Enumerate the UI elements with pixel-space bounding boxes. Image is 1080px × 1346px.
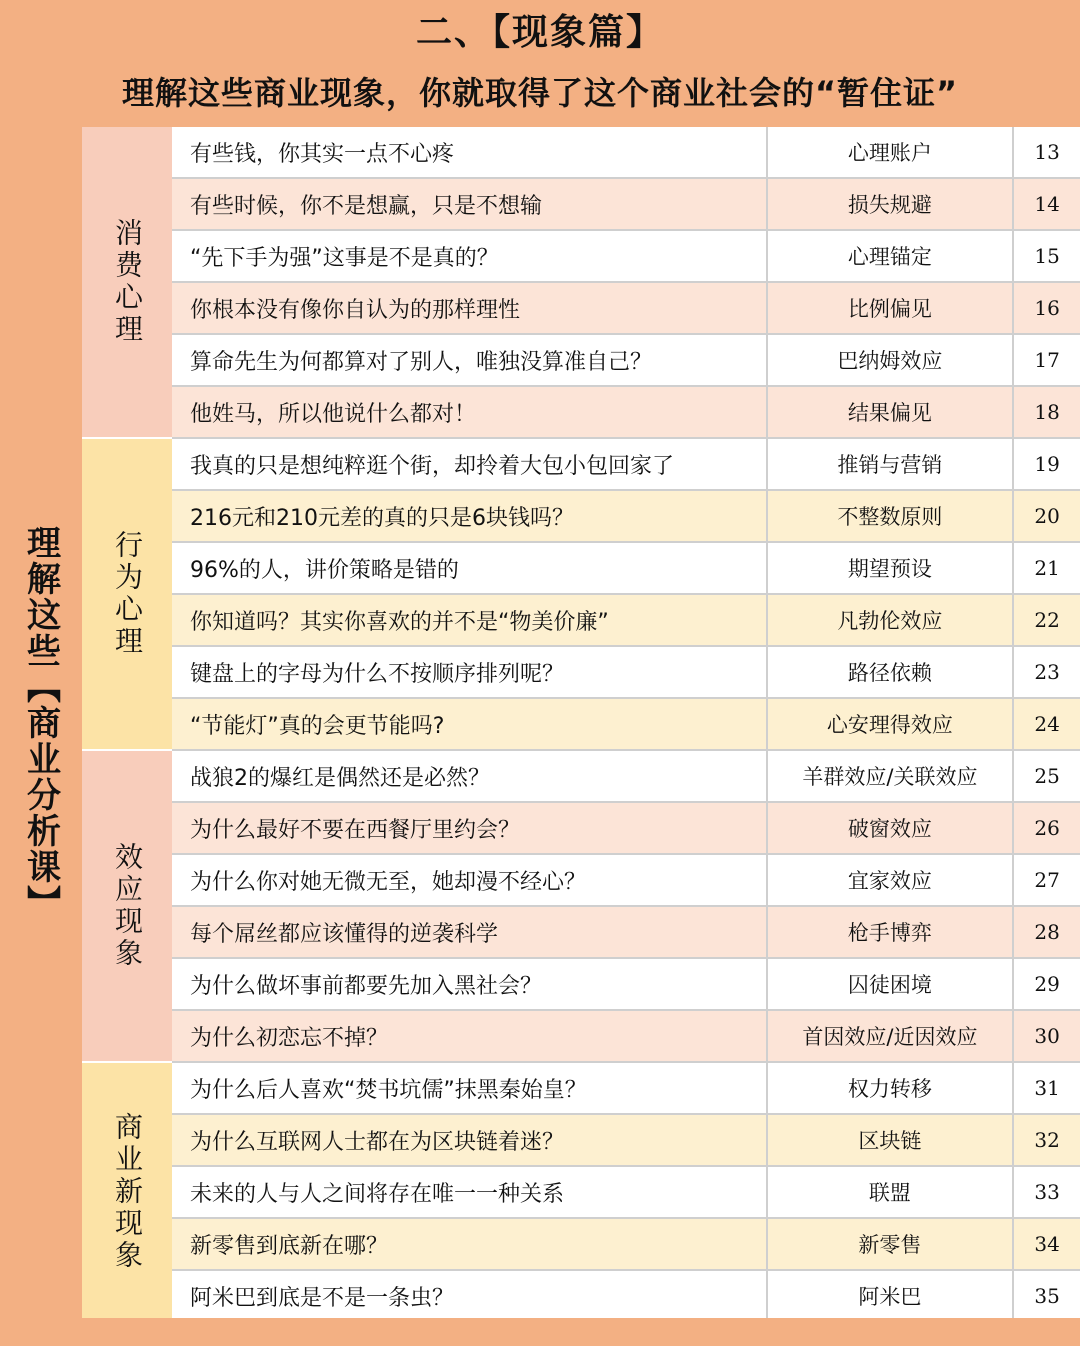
- table-row: [172, 231, 1080, 283]
- concept-name: 心安理得效应: [768, 699, 1014, 749]
- topic-question: 算命先生为何都算对了别人，唯独没算准自己？: [172, 335, 768, 385]
- concept-name: 损失规避: [768, 179, 1014, 229]
- concept-name: 宜家效应: [768, 855, 1014, 905]
- table-row: [172, 1219, 1080, 1271]
- lesson-number: 32: [1034, 1128, 1060, 1152]
- table-body: [172, 127, 1080, 1323]
- concept-name: 新零售: [768, 1219, 1014, 1269]
- table-row: [172, 127, 1080, 179]
- table-row: [172, 751, 1080, 803]
- table-row: [172, 1115, 1080, 1167]
- table-row: [172, 1167, 1080, 1219]
- table-row: [172, 1063, 1080, 1115]
- concept-name: 心理锚定: [768, 231, 1014, 281]
- lesson-number: 27: [1034, 868, 1060, 892]
- section-label-text: 效应现象: [111, 842, 144, 970]
- topic-question: 他姓马，所以他说什么都对！: [172, 387, 768, 437]
- lesson-number: 16: [1034, 296, 1060, 320]
- lesson-number: 13: [1034, 140, 1060, 164]
- table-row: [172, 387, 1080, 439]
- table-row: [172, 283, 1080, 335]
- section-label-text: 商业新现象: [111, 1112, 144, 1272]
- concept-name: 结果偏见: [768, 387, 1014, 437]
- table-row: [172, 1011, 1080, 1063]
- topic-question: “节能灯”真的会更节能吗?: [172, 699, 768, 749]
- page-title: 二、【现象篇】: [415, 12, 664, 53]
- concept-name: 破窗效应: [768, 803, 1014, 853]
- topic-question: 为什么你对她无微无至，她却漫不经心？: [172, 855, 768, 905]
- concept-name: 枪手博弈: [768, 907, 1014, 957]
- section-label-text: 消费心理: [111, 218, 144, 346]
- table-row: [172, 803, 1080, 855]
- topic-question: 为什么最好不要在西餐厅里约会？: [172, 803, 768, 853]
- topic-question: 你知道吗？其实你喜欢的并不是“物美价廉”: [172, 595, 768, 645]
- course-side-label-text: 理解这些【商业分析课】: [20, 524, 61, 921]
- lesson-number: 14: [1034, 192, 1060, 216]
- concept-name: 心理账户: [768, 127, 1014, 177]
- course-side-label: [0, 127, 82, 1318]
- table-row: [172, 1271, 1080, 1323]
- table-row: [172, 959, 1080, 1011]
- concept-name: 区块链: [768, 1115, 1014, 1165]
- table-row: [172, 491, 1080, 543]
- concept-name: 首因效应/近因效应: [768, 1011, 1014, 1061]
- lesson-number: 34: [1034, 1232, 1060, 1256]
- lesson-number: 26: [1034, 816, 1060, 840]
- footer-band: [0, 1318, 1080, 1346]
- topic-question: 有些时候，你不是想赢，只是不想输: [172, 179, 768, 229]
- lesson-number: 24: [1034, 712, 1060, 736]
- table-row: [172, 335, 1080, 387]
- section-label: [82, 439, 172, 751]
- concept-name: 巴纳姆效应: [768, 335, 1014, 385]
- topic-question: 你根本没有像你自认为的那样理性: [172, 283, 768, 333]
- table-row: [172, 179, 1080, 231]
- topic-question: 阿米巴到底是不是一条虫？: [172, 1271, 768, 1321]
- concept-name: 不整数原则: [768, 491, 1014, 541]
- topic-question: 战狼2的爆红是偶然还是必然？: [172, 751, 768, 801]
- lesson-number: 21: [1034, 556, 1060, 580]
- lesson-number: 33: [1034, 1180, 1060, 1204]
- lesson-number: 15: [1034, 244, 1060, 268]
- lesson-number: 25: [1034, 764, 1060, 788]
- topic-question: 未来的人与人之间将存在唯一一种关系: [172, 1167, 768, 1217]
- lesson-number: 30: [1034, 1024, 1060, 1048]
- section-label-text: 行为心理: [111, 530, 144, 658]
- table-row: [172, 543, 1080, 595]
- lesson-number: 29: [1034, 972, 1060, 996]
- concept-name: 囚徒困境: [768, 959, 1014, 1009]
- table-row: [172, 907, 1080, 959]
- section-label: [82, 1063, 172, 1323]
- concept-name: 路径依赖: [768, 647, 1014, 697]
- lesson-number: 17: [1034, 348, 1060, 372]
- topic-question: 为什么初恋忘不掉？: [172, 1011, 768, 1061]
- lesson-number: 18: [1034, 400, 1060, 424]
- concept-name: 期望预设: [768, 543, 1014, 593]
- table-row: [172, 595, 1080, 647]
- lesson-number: 19: [1034, 452, 1060, 476]
- topic-question: 有些钱，你其实一点不心疼: [172, 127, 768, 177]
- concept-name: 羊群效应/关联效应: [768, 751, 1014, 801]
- concept-name: 推销与营销: [768, 439, 1014, 489]
- topic-question: 216元和210元差的真的只是6块钱吗？: [172, 491, 768, 541]
- lesson-number: 31: [1034, 1076, 1060, 1100]
- section-label: [82, 127, 172, 439]
- header: [0, 0, 1080, 127]
- table-row: [172, 439, 1080, 491]
- topic-question: 键盘上的字母为什么不按顺序排列呢？: [172, 647, 768, 697]
- table-row: [172, 699, 1080, 751]
- lesson-number: 23: [1034, 660, 1060, 684]
- concept-name: 权力转移: [768, 1063, 1014, 1113]
- lesson-number: 22: [1034, 608, 1060, 632]
- topic-question: 为什么互联网人士都在为区块链着迷？: [172, 1115, 768, 1165]
- topic-question: “先下手为强”这事是不是真的？: [172, 231, 768, 281]
- concept-name: 凡勃伦效应: [768, 595, 1014, 645]
- topic-question: 每个屌丝都应该懂得的逆袭科学: [172, 907, 768, 957]
- lesson-number: 20: [1034, 504, 1060, 528]
- table-row: [172, 647, 1080, 699]
- topic-question: 96%的人，讲价策略是错的: [172, 543, 768, 593]
- topic-question: 为什么后人喜欢“焚书坑儒”抹黑秦始皇？: [172, 1063, 768, 1113]
- topic-question: 我真的只是想纯粹逛个街，却拎着大包小包回家了: [172, 439, 768, 489]
- lesson-number: 28: [1034, 920, 1060, 944]
- concept-name: 联盟: [768, 1167, 1014, 1217]
- topic-question: 为什么做坏事前都要先加入黑社会？: [172, 959, 768, 1009]
- page-subtitle: 理解这些商业现象，你就取得了这个商业社会的“暂住证”: [121, 74, 959, 112]
- table-row: [172, 855, 1080, 907]
- topic-question: 新零售到底新在哪？: [172, 1219, 768, 1269]
- concept-name: 阿米巴: [768, 1271, 1014, 1321]
- concept-name: 比例偏见: [768, 283, 1014, 333]
- section-label: [82, 751, 172, 1063]
- lesson-number: 35: [1034, 1284, 1060, 1308]
